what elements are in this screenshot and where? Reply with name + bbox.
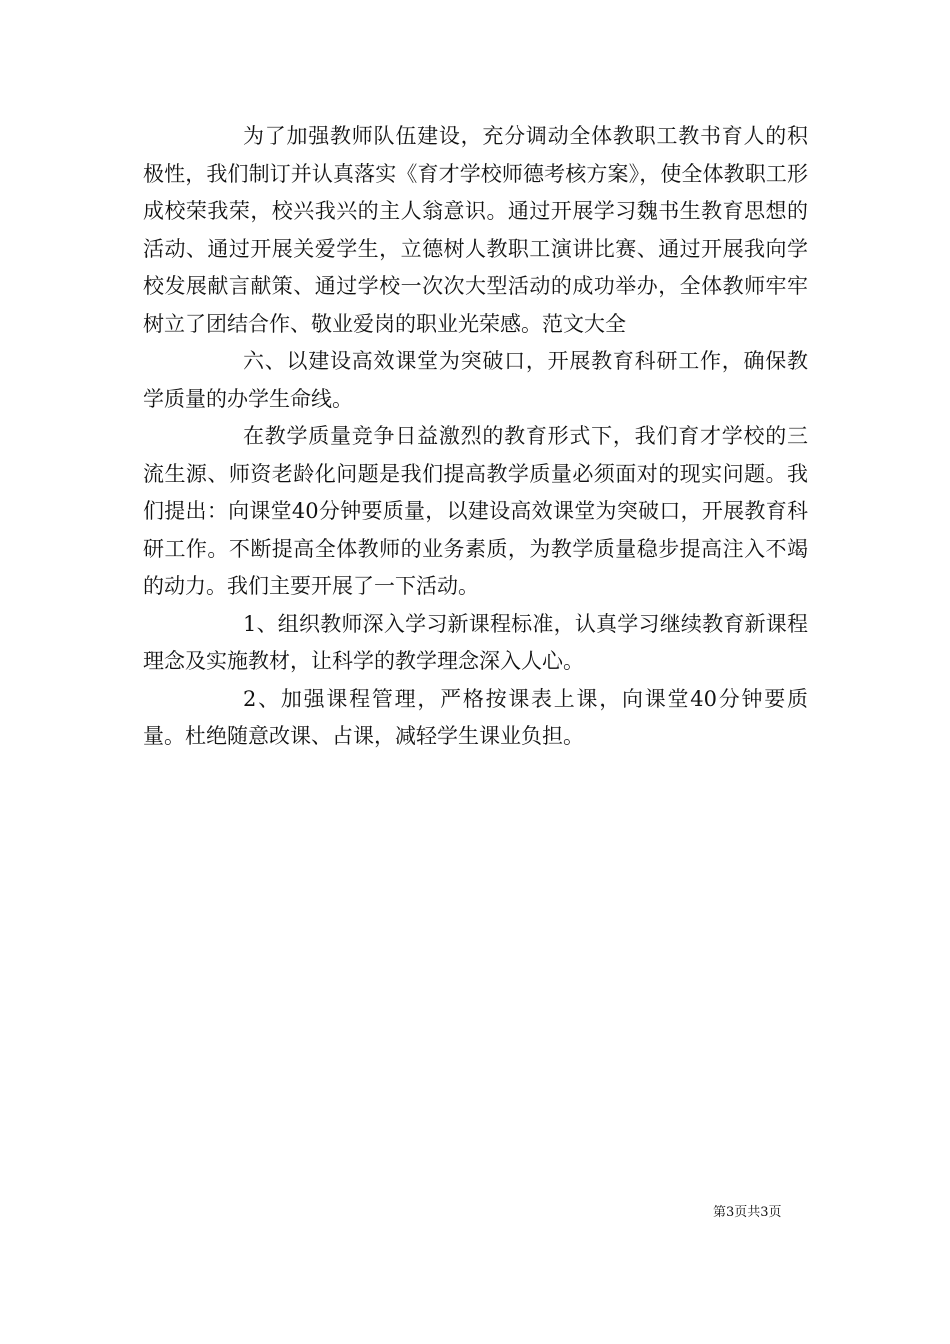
paragraph-teaching-quality: 在教学质量竞争日益激烈的教育形式下，我们育才学校的三流生源、师资老龄化问题是我们提高教学质量必须面对的现实问题。我们提出：向课堂40分钟要质量，以建设高效课堂为突破口，开展教育科研工作。不断提高全体教师的业务素质，为教学质量稳步提高注入不竭的动力。我们主要开展了一下活动。: [143, 424, 808, 598]
document-body: [143, 118, 808, 756]
paragraph-item-two: 2、加强课程管理，严格按课表上课，向课堂40分钟要质量。杜绝随意改课、占课，减轻学生课业负担。: [143, 686, 808, 748]
paragraph-section-six-heading: 六、以建设高效课堂为突破口，开展教育科研工作，确保教学质量的办学生命线。: [143, 349, 808, 411]
paragraph-teacher-team: 为了加强教师队伍建设，充分调动全体教职工教书育人的积极性，我们制订并认真落实《育才学校师德考核方案》，使全体教职工形成校荣我荣，校兴我兴的主人翁意识。通过开展学习魏书生教育思想的活动、通过开展关爱学生，立德树人教职工演讲比赛、通过开展我向学校发展献言献策、通过学校一次次大型活动的成功举办，全体教师牢牢树立了团结合作、敬业爱岗的职业光荣感。范文大全: [143, 124, 808, 336]
paragraph-item-one: 1、组织教师深入学习新课程标准，认真学习继续教育新课程理念及实施教材，让科学的教学理念深入人心。: [143, 611, 808, 673]
page-number-footer: 第3页共3页: [713, 1205, 782, 1220]
